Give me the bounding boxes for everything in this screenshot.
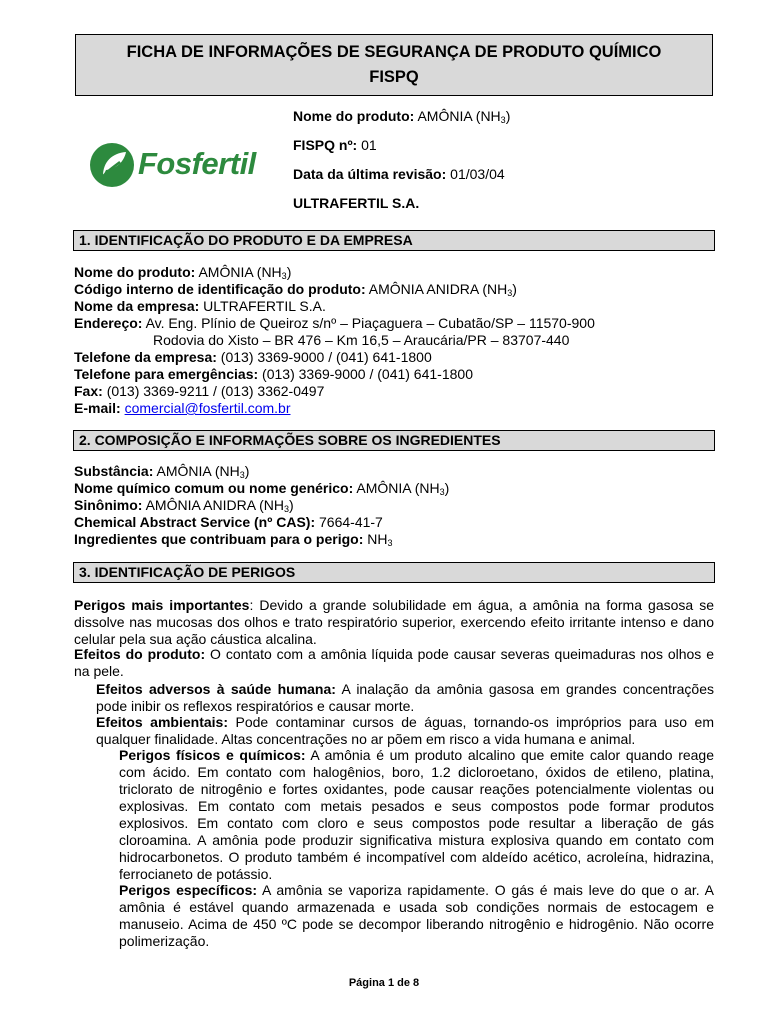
logo-text: Fosfertil xyxy=(138,146,256,181)
meta-company: ULTRAFERTIL S.A. xyxy=(293,195,420,211)
title-line-1: FICHA DE INFORMAÇÕES DE SEGURANÇA DE PRODUTO QUÍMICO xyxy=(126,43,662,61)
fosfertil-logo xyxy=(90,142,272,190)
s1-email: E-mail: comercial@fosfertil.com.br xyxy=(74,400,291,416)
document-title xyxy=(75,34,713,96)
s2-synonym: Sinônimo: AMÔNIA ANIDRA $(NH_3)$ xyxy=(74,497,294,514)
s1-fax: Fax: (013) 3369-9211 / (013) 3362-0497 xyxy=(74,383,325,399)
page-number: Página 1 de 8 xyxy=(348,977,420,989)
s1-address-line2: Rodovia do Xisto – BR 476 – Km 16,5 – Araucária/PR – 83707-440 xyxy=(153,332,570,348)
s1-emergency-phone: Telefone para emergências: (013) 3369-9000 / (041) 641-1800 xyxy=(74,366,473,382)
s2-chemical-name: Nome químico comum ou nome genérico: AMÔNIA $(NH_3)$ xyxy=(74,480,450,497)
s2-ingredients: Ingredientes que contribuam para o perigo: $NH_3$ xyxy=(74,531,393,548)
s1-address: Endereço: Av. Eng. Plínio de Queiroz s/nº – Piaçaguera – Cubatão/SP – 11570-900 xyxy=(74,315,595,331)
meta-product: Nome do produto: AMÔNIA $(NH_3)$ xyxy=(293,108,511,125)
meta-revision: Data da última revisão: 01/03/04 xyxy=(293,166,505,182)
s1-product: Nome do produto: AMÔNIA $(NH_3)$ xyxy=(74,264,292,281)
email-link[interactable]: comercial@fosfertil.com.br xyxy=(124,400,291,416)
title-line-2: FISPQ xyxy=(369,68,419,86)
s1-company: Nome da empresa: ULTRAFERTIL S.A. xyxy=(74,298,326,314)
s2-cas: Chemical Abstract Service (nº CAS): 7664-41-7 xyxy=(74,514,383,530)
s3-health-effects: Efeitos adversos à saúde humana: A inalação da amônia gasosa em grandes concentrações pode inibir os reflexos respiratórios e causar morte. xyxy=(96,681,714,714)
s3-environmental-effects: Efeitos ambientais: Pode contaminar cursos de águas, tornando-os impróprios para uso em qualquer finalidade. Altas concentrações no ar põem em risco a vida humana e animal. xyxy=(96,714,714,747)
leaf-icon xyxy=(90,142,134,188)
section-1-heading: 1. IDENTIFICAÇÃO DO PRODUTO E DA EMPRESA xyxy=(73,230,715,251)
s3-main-hazards: Perigos mais importantes: Devido a grande solubilidade em água, a amônia na forma gasosa se dissolve nas mucosas dos olhos e trato respiratório superior, exercendo efeito irritante intenso e dano celular pela sua ação cáustica alcalina. xyxy=(74,597,714,647)
s2-substance: Substância: AMÔNIA $(NH_3)$ xyxy=(74,463,250,480)
s1-phone: Telefone da empresa: (013) 3369-9000 / (041) 641-1800 xyxy=(74,349,432,365)
s3-specific-hazards: Perigos específicos: A amônia se vaporiza rapidamente. O gás é mais leve do que o ar. A amônia é estável quando armazenada e usada sob condições normais de estocagem e manuseio. Acima de 450 ºC pode se decompor liberando nitrogênio e hidrogênio. Não ocorre polimerização. xyxy=(119,882,714,949)
s3-product-effects: Efeitos do produto: O contato com a amônia líquida pode causar severas queimaduras nos olhos e na pele. xyxy=(74,646,714,679)
section-3-heading: 3. IDENTIFICAÇÃO DE PERIGOS xyxy=(73,562,715,583)
s3-physical-chemical-hazards: Perigos físicos e químicos: A amônia é um produto alcalino que emite calor quando reage com ácido. Em contato com halogênios, boro, 1.2 dicloroetano, óxidos de etileno, platina, triclorato de nitrogênio e fortes oxidantes, pode causar reações potencialmente violentas ou explosivas. Em contato com metais pesados e seus compostos pode formar produtos explosivos. Em contato com cloro e seus compostos pode resultar a liberação de gás cloroamina. A amônia pode produzir significativa mistura explosiva quando em contato com hidrocarbonetos. O produto também é incompatível com aldeído acético, acroleína, hidrazina, ferrocianeto de potássio. xyxy=(119,747,714,882)
meta-fispq: FISPQ nº: 01 xyxy=(293,137,377,153)
s1-code: Código interno de identificação do produto: AMÔNIA ANIDRA $(NH_3)$ xyxy=(74,281,517,298)
section-2-heading: 2. COMPOSIÇÃO E INFORMAÇÕES SOBRE OS INGREDIENTES xyxy=(73,430,715,451)
